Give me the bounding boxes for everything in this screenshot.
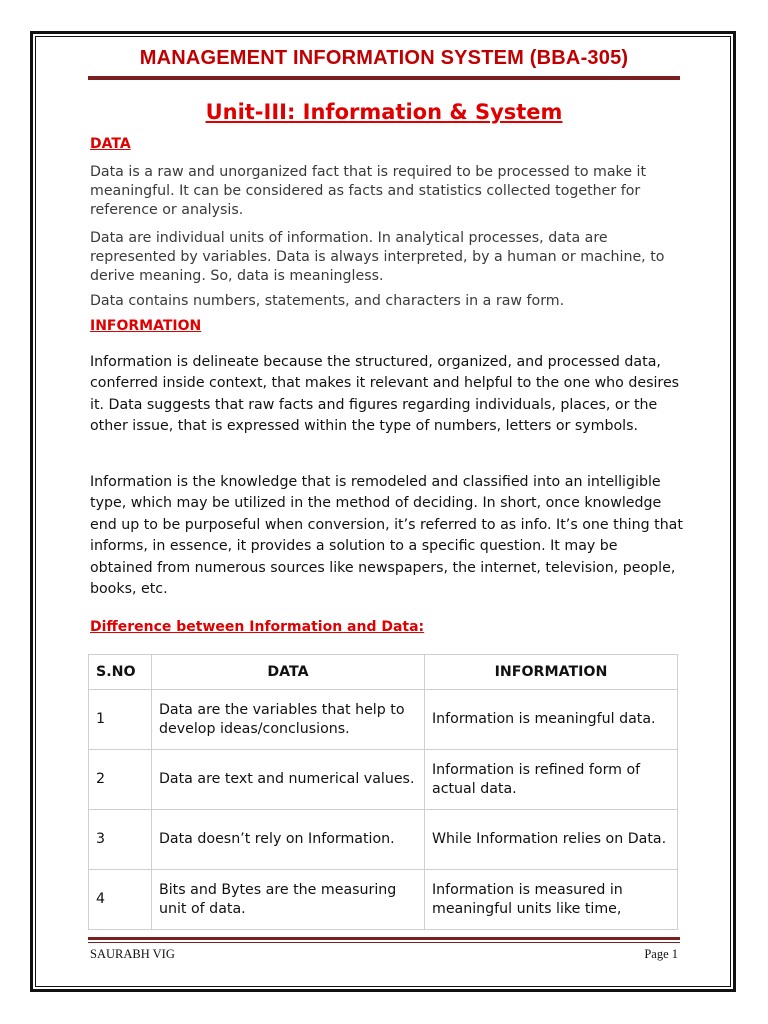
- column-header-information: INFORMATION: [425, 655, 678, 690]
- footer-author: SAURABH VIG: [90, 947, 175, 961]
- cell-data: Data doesn’t rely on Information.: [152, 810, 425, 870]
- cell-sno: 2: [89, 750, 152, 810]
- footer-divider-thick: [88, 937, 680, 940]
- section-heading-data: DATA: [90, 136, 131, 152]
- data-paragraph-2: Data are individual units of information. In analytical processes, data are represented by variables. Data is always interpreted, by a human or machine, to derive meaning. So, data is meaningless.: [90, 230, 665, 284]
- table-row: [89, 750, 678, 810]
- cell-sno: 1: [89, 690, 152, 750]
- data-paragraph-3: Data contains numbers, statements, and characters in a raw form.: [90, 293, 565, 309]
- cell-information: Information is measured in meaningful units like time,: [425, 870, 678, 930]
- column-header-data: DATA: [152, 655, 425, 690]
- table-row: [89, 870, 678, 930]
- table-header-row: [89, 655, 678, 690]
- document-header-title: MANAGEMENT INFORMATION SYSTEM (BBA-305): [139, 47, 629, 69]
- header-divider: [88, 76, 680, 80]
- difference-table: [88, 654, 678, 930]
- section-heading-difference: Difference between Information and Data:: [90, 619, 425, 635]
- cell-data: Data are text and numerical values.: [152, 750, 425, 810]
- footer-page-number: Page 1: [644, 947, 678, 961]
- section-heading-information: INFORMATION: [90, 318, 202, 334]
- cell-data: Bits and Bytes are the measuring unit of data.: [152, 870, 425, 930]
- unit-title: Unit-III: Information & System: [205, 100, 563, 124]
- information-paragraph-2: Information is the knowledge that is remodeled and classified into an intelligible type, which may be utilized in the method of deciding. In short, once knowledge end up to be purposeful when conversion, it’s referred to as info. It’s one thing that informs, in essence, it provides a solution to a specific question. It may be obtained from numerous sources like newspapers, the internet, television, people, books, etc.: [90, 474, 683, 598]
- information-paragraph-1: Information is delineate because the structured, organized, and processed data, conferred inside context, that makes it relevant and helpful to the one who desires it. Data suggests that raw facts and figures regarding individuals, places, or the other issue, that is expressed within the type of numbers, letters or symbols.: [90, 354, 680, 435]
- cell-sno: 4: [89, 870, 152, 930]
- cell-information: While Information relies on Data.: [425, 810, 678, 870]
- table-row: [89, 690, 678, 750]
- cell-data: Data are the variables that help to develop ideas/conclusions.: [152, 690, 425, 750]
- footer-divider-thin: [88, 942, 680, 943]
- column-header-sno: S.NO: [89, 655, 152, 690]
- table-row: [89, 810, 678, 870]
- cell-sno: 3: [89, 810, 152, 870]
- data-paragraph-1: Data is a raw and unorganized fact that is required to be processed to make it meaningful. It can be considered as facts and statistics collected together for reference or analysis.: [90, 164, 647, 218]
- cell-information: Information is refined form of actual data.: [425, 750, 678, 810]
- cell-information: Information is meaningful data.: [425, 690, 678, 750]
